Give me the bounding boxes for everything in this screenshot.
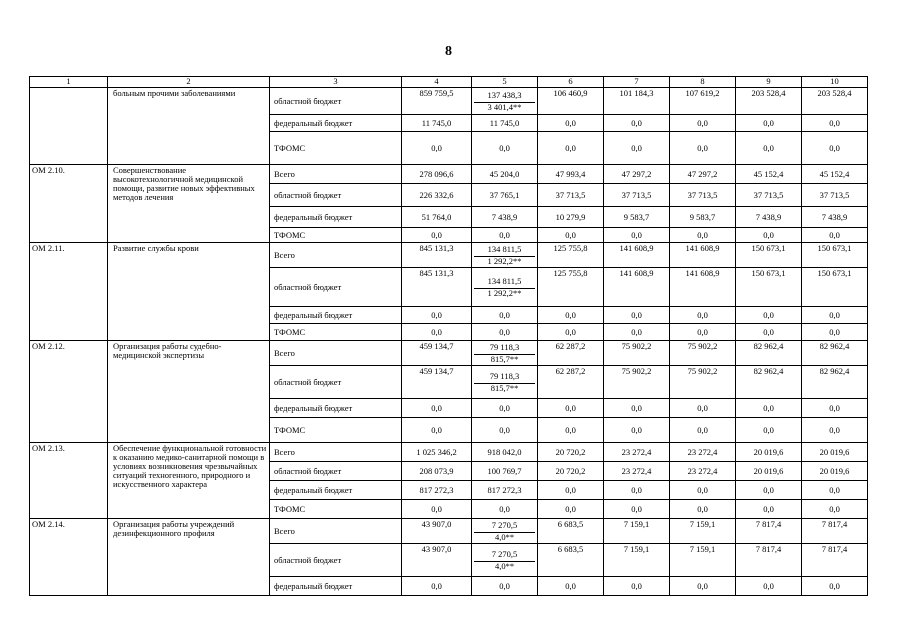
funding-source: ТФОМС <box>270 132 402 165</box>
amount-value: 134 811,5 <box>487 275 522 286</box>
amount-cell: 47 297,2 <box>604 165 670 184</box>
amount-cell: 11 745,0 <box>402 115 472 132</box>
amount-cell: 45 152,4 <box>736 165 802 184</box>
amount-cell: 0,0 <box>802 132 868 165</box>
amount-cell: 0,0 <box>604 115 670 132</box>
amount-cell: 0,0 <box>472 399 538 418</box>
amount-cell: 37 765,1 <box>472 184 538 207</box>
amount-cell: 0,0 <box>538 132 604 165</box>
amount-value: 7 270,5 <box>491 548 518 559</box>
amount-cell: 0,0 <box>472 324 538 341</box>
funding-source: Всего <box>270 165 402 184</box>
amount-cell: 125 755,8 <box>538 268 604 307</box>
amount-cell: 37 713,5 <box>736 184 802 207</box>
amount-cell: 37 713,5 <box>538 184 604 207</box>
table-row <box>30 165 868 184</box>
amount-cell: 0,0 <box>736 228 802 243</box>
funding-source: федеральный бюджет <box>270 307 402 324</box>
amount-cell: 0,0 <box>802 577 868 596</box>
amount-cell: 0,0 <box>472 307 538 324</box>
amount-cell: 82 962,4 <box>802 366 868 399</box>
funding-source: областной бюджет <box>270 268 402 307</box>
amount-cell: 0,0 <box>472 577 538 596</box>
amount-cell <box>472 341 538 366</box>
amount-cell <box>472 366 538 399</box>
funding-source: ТФОМС <box>270 228 402 243</box>
amount-cell: 106 460,9 <box>538 88 604 115</box>
amount-cell: 0,0 <box>402 228 472 243</box>
amount-cell: 23 272,4 <box>670 462 736 481</box>
amount-cell: 0,0 <box>402 418 472 443</box>
amount-cell: 0,0 <box>802 399 868 418</box>
amount-cell: 62 287,2 <box>538 366 604 399</box>
amount-cell: 141 608,9 <box>604 268 670 307</box>
amount-cell: 0,0 <box>472 228 538 243</box>
amount-cell: 37 713,5 <box>802 184 868 207</box>
program-name: Организация работы учреждений дезинфекционного профиля <box>108 519 270 596</box>
amount-cell <box>472 544 538 577</box>
amount-cell: 7 159,1 <box>670 519 736 544</box>
amount-cell: 845 131,3 <box>402 268 472 307</box>
col-header: 5 <box>472 77 538 88</box>
amount-cell: 7 159,1 <box>604 519 670 544</box>
amount-cell: 0,0 <box>538 481 604 500</box>
amount-cell: 817 272,3 <box>472 481 538 500</box>
funding-source: федеральный бюджет <box>270 399 402 418</box>
amount-cell: 150 673,1 <box>802 243 868 268</box>
amount-cell: 7 438,9 <box>736 207 802 228</box>
amount-cell: 0,0 <box>736 577 802 596</box>
col-header: 10 <box>802 77 868 88</box>
funding-source: областной бюджет <box>270 462 402 481</box>
amount-cell: 23 272,4 <box>670 443 736 462</box>
funding-source: федеральный бюджет <box>270 481 402 500</box>
amount-cell: 6 683,5 <box>538 544 604 577</box>
amount-cell: 7 817,4 <box>802 544 868 577</box>
amount-cell: 0,0 <box>604 132 670 165</box>
amount-cell: 0,0 <box>736 115 802 132</box>
amount-cell: 0,0 <box>736 418 802 443</box>
program-code: ОМ 2.13. <box>30 443 108 519</box>
amount-cell: 7 817,4 <box>736 519 802 544</box>
amount-cell: 37 713,5 <box>604 184 670 207</box>
amount-cell: 9 583,7 <box>604 207 670 228</box>
amount-cell: 75 902,2 <box>670 341 736 366</box>
additional-amount: 1 292,2** <box>474 256 535 266</box>
table-row <box>30 243 868 268</box>
additional-amount: 1 292,2** <box>474 288 535 298</box>
amount-cell: 0,0 <box>670 500 736 519</box>
amount-cell: 82 962,4 <box>736 366 802 399</box>
amount-cell: 10 279,9 <box>538 207 604 228</box>
amount-cell: 0,0 <box>472 418 538 443</box>
amount-cell: 0,0 <box>604 500 670 519</box>
amount-cell: 0,0 <box>402 577 472 596</box>
additional-amount: 815,7** <box>474 383 535 393</box>
amount-cell: 0,0 <box>402 307 472 324</box>
amount-cell: 7 159,1 <box>670 544 736 577</box>
program-code: ОМ 2.11. <box>30 243 108 341</box>
amount-cell: 0,0 <box>736 399 802 418</box>
amount-cell: 0,0 <box>736 307 802 324</box>
amount-cell: 0,0 <box>604 324 670 341</box>
amount-cell: 7 817,4 <box>736 544 802 577</box>
amount-cell: 0,0 <box>670 324 736 341</box>
amount-cell: 82 962,4 <box>802 341 868 366</box>
amount-cell: 0,0 <box>402 399 472 418</box>
amount-cell: 0,0 <box>604 481 670 500</box>
amount-cell: 7 438,9 <box>802 207 868 228</box>
amount-cell: 0,0 <box>802 500 868 519</box>
amount-cell: 0,0 <box>736 324 802 341</box>
amount-cell: 9 583,7 <box>670 207 736 228</box>
amount-cell: 0,0 <box>402 132 472 165</box>
program-code: ОМ 2.12. <box>30 341 108 443</box>
amount-cell: 150 673,1 <box>736 268 802 307</box>
additional-amount: 4,0** <box>474 561 535 571</box>
amount-cell: 150 673,1 <box>802 268 868 307</box>
program-name: Совершенствование высокотехнологичной медицинской помощи, развитие новых эффективных методов лечения <box>108 165 270 243</box>
amount-cell: 1 025 346,2 <box>402 443 472 462</box>
amount-cell: 0,0 <box>538 500 604 519</box>
funding-source: Всего <box>270 243 402 268</box>
page-number: 8 <box>445 44 452 59</box>
amount-cell: 859 759,5 <box>402 88 472 115</box>
amount-cell: 0,0 <box>670 132 736 165</box>
funding-source: областной бюджет <box>270 366 402 399</box>
program-name: Обеспечение функциональной готовности к оказанию медико-санитарной помощи в условиях возникновения чрезвычайных ситуаций техногенного, природного и искусственного характера <box>108 443 270 519</box>
funding-source: ТФОМС <box>270 500 402 519</box>
amount-value: 7 270,5 <box>491 519 518 530</box>
budget-table <box>29 76 868 596</box>
funding-source: ТФОМС <box>270 418 402 443</box>
amount-cell: 0,0 <box>670 399 736 418</box>
col-header: 1 <box>30 77 108 88</box>
amount-cell: 0,0 <box>736 132 802 165</box>
funding-source: Всего <box>270 519 402 544</box>
amount-cell: 11 745,0 <box>472 115 538 132</box>
amount-cell: 0,0 <box>538 399 604 418</box>
amount-cell: 75 902,2 <box>604 341 670 366</box>
amount-cell: 0,0 <box>670 418 736 443</box>
funding-source: Всего <box>270 443 402 462</box>
amount-cell: 203 528,4 <box>802 88 868 115</box>
amount-cell <box>472 519 538 544</box>
amount-cell: 0,0 <box>402 324 472 341</box>
funding-source: областной бюджет <box>270 184 402 207</box>
amount-cell: 0,0 <box>538 418 604 443</box>
col-header: 8 <box>670 77 736 88</box>
amount-cell: 82 962,4 <box>736 341 802 366</box>
amount-cell: 47 993,4 <box>538 165 604 184</box>
additional-amount: 815,7** <box>474 354 535 364</box>
amount-cell: 0,0 <box>670 481 736 500</box>
funding-source: областной бюджет <box>270 88 402 115</box>
amount-cell: 459 134,7 <box>402 366 472 399</box>
amount-cell: 6 683,5 <box>538 519 604 544</box>
amount-cell: 7 817,4 <box>802 519 868 544</box>
amount-cell: 0,0 <box>670 307 736 324</box>
program-code: ОМ 2.14. <box>30 519 108 596</box>
additional-amount: 3 401,4** <box>474 102 535 112</box>
amount-cell: 845 131,3 <box>402 243 472 268</box>
table-row <box>30 341 868 366</box>
amount-cell: 7 159,1 <box>604 544 670 577</box>
amount-cell: 7 438,9 <box>472 207 538 228</box>
amount-cell: 0,0 <box>402 500 472 519</box>
amount-cell: 0,0 <box>604 418 670 443</box>
program-code <box>30 88 108 165</box>
program-code: ОМ 2.10. <box>30 165 108 243</box>
amount-cell: 0,0 <box>802 418 868 443</box>
amount-cell: 100 769,7 <box>472 462 538 481</box>
amount-cell: 75 902,2 <box>670 366 736 399</box>
table-row <box>30 519 868 544</box>
amount-cell: 20 019,6 <box>802 462 868 481</box>
amount-cell: 0,0 <box>670 115 736 132</box>
amount-cell <box>472 268 538 307</box>
amount-cell: 0,0 <box>670 577 736 596</box>
amount-cell: 0,0 <box>472 132 538 165</box>
amount-cell: 75 902,2 <box>604 366 670 399</box>
amount-cell: 20 019,6 <box>736 462 802 481</box>
funding-source: федеральный бюджет <box>270 577 402 596</box>
amount-cell: 45 152,4 <box>802 165 868 184</box>
col-header: 2 <box>108 77 270 88</box>
amount-cell: 0,0 <box>604 577 670 596</box>
table-row <box>30 443 868 462</box>
amount-cell: 203 528,4 <box>736 88 802 115</box>
amount-cell: 101 184,3 <box>604 88 670 115</box>
amount-cell: 107 619,2 <box>670 88 736 115</box>
amount-cell: 0,0 <box>802 307 868 324</box>
amount-cell: 0,0 <box>472 500 538 519</box>
amount-value: 79 118,3 <box>489 341 520 352</box>
amount-cell: 208 073,9 <box>402 462 472 481</box>
amount-cell: 20 019,6 <box>736 443 802 462</box>
amount-cell: 0,0 <box>538 324 604 341</box>
amount-cell: 278 096,6 <box>402 165 472 184</box>
col-header: 4 <box>402 77 472 88</box>
amount-cell: 0,0 <box>736 481 802 500</box>
amount-cell: 45 204,0 <box>472 165 538 184</box>
program-name: Организация работы судебно-медицинской экспертизы <box>108 341 270 443</box>
amount-cell: 37 713,5 <box>670 184 736 207</box>
funding-source: федеральный бюджет <box>270 207 402 228</box>
amount-cell: 0,0 <box>802 481 868 500</box>
col-header: 6 <box>538 77 604 88</box>
amount-cell <box>472 243 538 268</box>
amount-cell: 47 297,2 <box>670 165 736 184</box>
amount-cell: 23 272,4 <box>604 443 670 462</box>
funding-source: федеральный бюджет <box>270 115 402 132</box>
amount-cell: 141 608,9 <box>670 243 736 268</box>
amount-cell: 0,0 <box>538 577 604 596</box>
col-header: 3 <box>270 77 402 88</box>
amount-cell: 0,0 <box>604 228 670 243</box>
amount-cell <box>472 88 538 115</box>
funding-source: ТФОМС <box>270 324 402 341</box>
amount-cell: 20 019,6 <box>802 443 868 462</box>
program-name: больным прочими заболеваниями <box>108 88 270 165</box>
amount-cell: 0,0 <box>670 228 736 243</box>
col-header: 9 <box>736 77 802 88</box>
amount-cell: 141 608,9 <box>604 243 670 268</box>
table-row <box>30 88 868 115</box>
amount-cell: 51 764,0 <box>402 207 472 228</box>
program-name: Развитие службы крови <box>108 243 270 341</box>
amount-cell: 459 134,7 <box>402 341 472 366</box>
col-header: 7 <box>604 77 670 88</box>
column-number-row <box>30 77 868 88</box>
amount-cell: 62 287,2 <box>538 341 604 366</box>
amount-cell: 0,0 <box>802 324 868 341</box>
funding-source: областной бюджет <box>270 544 402 577</box>
amount-value: 134 811,5 <box>487 243 522 254</box>
amount-cell: 23 272,4 <box>604 462 670 481</box>
amount-cell: 150 673,1 <box>736 243 802 268</box>
amount-cell: 125 755,8 <box>538 243 604 268</box>
additional-amount: 4,0** <box>474 532 535 542</box>
amount-cell: 20 720,2 <box>538 443 604 462</box>
amount-cell: 226 332,6 <box>402 184 472 207</box>
amount-cell: 0,0 <box>604 307 670 324</box>
amount-cell: 918 042,0 <box>472 443 538 462</box>
amount-cell: 0,0 <box>604 399 670 418</box>
amount-cell: 0,0 <box>538 307 604 324</box>
amount-cell: 817 272,3 <box>402 481 472 500</box>
amount-value: 137 438,3 <box>487 89 522 100</box>
funding-source: Всего <box>270 341 402 366</box>
amount-cell: 20 720,2 <box>538 462 604 481</box>
amount-cell: 0,0 <box>802 115 868 132</box>
amount-cell: 0,0 <box>736 500 802 519</box>
amount-cell: 43 907,0 <box>402 544 472 577</box>
amount-cell: 0,0 <box>538 228 604 243</box>
amount-value: 79 118,3 <box>489 370 520 381</box>
amount-cell: 0,0 <box>802 228 868 243</box>
amount-cell: 0,0 <box>538 115 604 132</box>
amount-cell: 141 608,9 <box>670 268 736 307</box>
amount-cell: 43 907,0 <box>402 519 472 544</box>
